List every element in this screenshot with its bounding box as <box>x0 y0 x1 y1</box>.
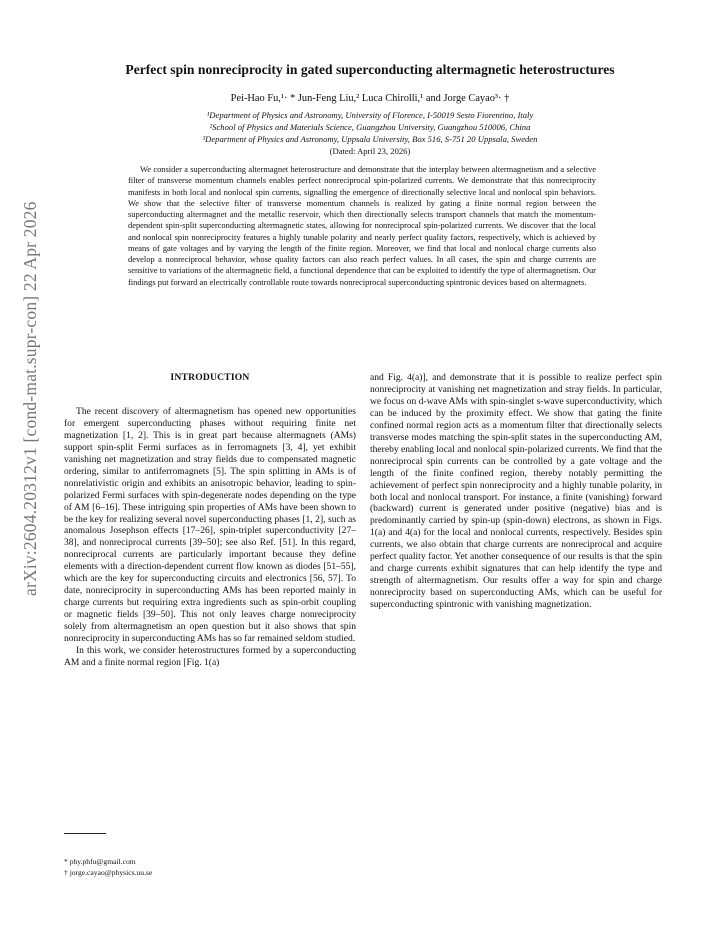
date-line: (Dated: April 23, 2026) <box>329 146 411 156</box>
footnote-email-2: † jorge.cayao@physics.uu.se <box>64 868 153 878</box>
intro-paragraph-2: In this work, we consider heterostructures formed by a superconducting AM and a finite normal region [Fig. 1(a) <box>64 645 356 668</box>
affiliation-3: ³Department of Physics and Astronomy, Uppsala University, Box 516, S-751 20 Uppsala, Sweden <box>202 133 538 144</box>
affiliation-1: ¹Department of Physics and Astronomy, University of Florence, I-50019 Sesto Fiorentino, Italy <box>206 110 534 120</box>
affiliation-2: ²School of Physics and Materials Science, Guangzhou University, Guangzhou 510006, China <box>209 121 531 132</box>
paper-title: Perfect spin nonreciprocity in gated superconducting altermagnetic heterostructures <box>125 62 615 77</box>
author-list: Pei-Hao Fu,¹· * Jun-Feng Liu,² Luca Chirolli,¹ and Jorge Cayao³· † <box>230 93 510 104</box>
footnote-rule <box>64 833 106 834</box>
intro-paragraph-1: The recent discovery of altermagnetism has opened new opportunities for emergent superconducting phases without requiring finite net magnetization [1, 2]. This is in great part because altermagnets (AMs) support spin-split Fermi surfaces as in ferromagnets [3, 4], yet exhibit vanishing net magnetization and stray fields due to compensated magnetic ordering, similar to antiferromagnets [5]. The spin splitting in AMs is of nonrelativistic origin and exhibits an anisotropic behavior, leading to spin-polarized Fermi surfaces with spin-degenerate nodes depending on the type of AM [6–16]. These intriguing spin properties of AMs have been shown to be the key for realizing several novel superconducting phases [1, 2], such as anomalous Josephson effects [17–26], spin-triplet superconductivity [27–38], and nonreciprocal currents [39–50]; see also Ref. [51]. In this regard, nonreciprocal currents are particularly important because they define elements with a direction-dependent current flow known as diodes [51–55], which are the key for superconducting circuits and electronics [56, 57]. To date, nonreciprocity in superconducting AMs has been reported mainly in charge currents but requiring extra ingredients such as spin-orbit coupling or magnetic fields [39–50]. This not only leaves charge nonreciprocity solely from altermagnetism an open question but it also shows that spin nonreciprocity in superconducting AMs has so far remained seldom studied. <box>64 405 356 645</box>
affiliations <box>60 110 680 145</box>
section-heading-introduction: INTRODUCTION <box>170 372 250 383</box>
right-column <box>370 372 662 611</box>
abstract: We consider a superconducting altermagnet heterostructure and demonstrate that the interplay between altermagnetism and a selective filter of transverse momentum channels enables perfect nonreciprocal spin-polarized currents. We demonstrate that this nonreciprocity manifests in both local and nonlocal spin currents, signalling the emergence of directionally selective local and nonlocal spin behaviors. We show that the selective filter of transverse momentum channels is realized by gating a finite normal region between the superconducting altermagnet and the metallic reservoir, which then directionally selects transport channels that match the momentum-dependent spin-split superconducting altermagnetic states, allowing for nonreciprocal spin-polarized currents. We discover that the local and nonlocal spin nonreciprocity features a highly tunable polarity and nearly perfect quality factors, respectively, which is achieved by means of gate voltages and by varying the length of the finite region. Moreover, we find that local and nonlocal charge currents also develop a nonreciprocal behavior, whose quality factors can also reach perfect values. In all cases, the spin and charge currents are sensitive to variations of the altermagnetic field, a functional dependence that can be exploited to identify the type of altermagnetism. Our findings put forward an electrically controllable route towards nonreciprocal superconducting spintronic devices based on altermagnets. <box>128 164 596 287</box>
left-column <box>64 372 356 669</box>
arxiv-identifier: arXiv:2604.20312v1 [cond-mat.supr-con] 22 Apr 2026 <box>20 201 40 596</box>
footnotes <box>64 856 356 878</box>
intro-paragraph-continued: and Fig. 4(a)], and demonstrate that it is possible to realize perfect spin nonreciprocity at vanishing net magnetization and stray fields. In particular, we focus on d-wave AMs with spin-singlet s-wave superconductivity, which can be induced by the proximity effect. We show that gating the finite confined normal region acts as a momentum filter that directionally selects transverse modes matching the spin-split states in the superconducting AM, thereby enabling local and nonlocal spin-polarized currents. We find that the nonreciprocal spin currents can be controlled by a gate voltage and the length of the finite confined region, thereby notably permitting the achievement of perfect spin nonreciprocity and a highly tunable polarity, in both local and nonlocal transport. For instance, a finite (vanishing) forward (backward) current is generated under positive (negative) bias and is predominantly carried by spin-up (spin-down) electrons, as shown in Figs. 1(a) and 4(a) for the local and nonlocal currents, respectively. Besides spin currents, we also obtain that charge currents are nonreciprocal and acquire perfect quality factor. Yet another consequence of our results is that the spin and charge currents exhibit signatures that can help identify the type and strength of altermagnetism. Our results offer a way for spin and charge nonreciprocity based on superconducting AMs, which can be useful for superconducting spintronic with vanishing magnetization. <box>370 372 662 611</box>
footnote-email-1: * phy.phfu@gmail.com <box>64 857 136 866</box>
arxiv-side-stamp <box>20 200 38 600</box>
